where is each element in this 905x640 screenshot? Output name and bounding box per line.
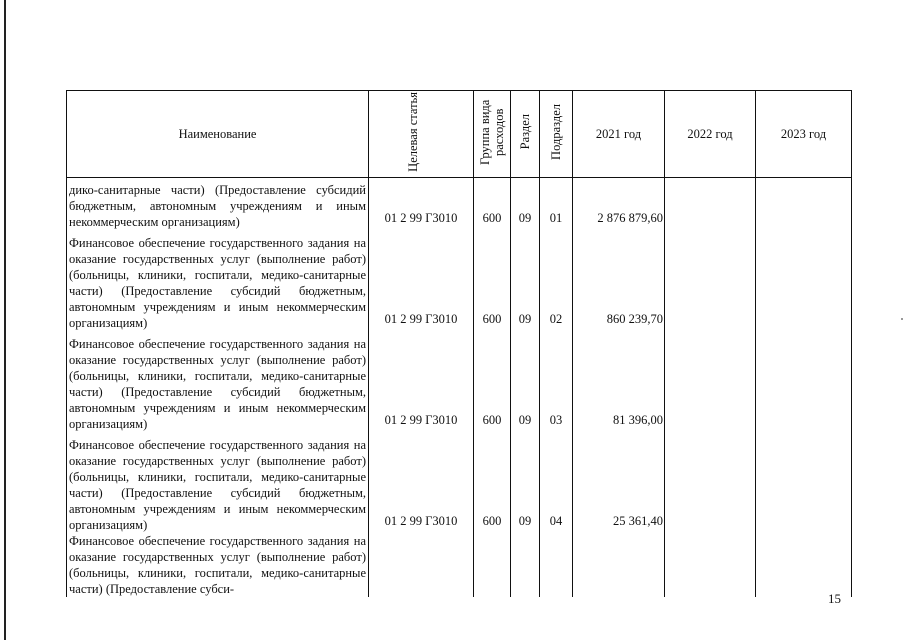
header-section [511,91,540,178]
row-section: 09 [511,331,540,432]
row-name-text: Финансовое обеспечение государственного задания на оказание государственных услуг (выполнение работ) (больницы, клиники, госпитали, медико-санитарные части) (Предоставление субсидий бюджетным, автономным учреждениям и иным некоммерческим организациям) [69,337,366,431]
header-2021: 2021 год [573,91,665,178]
row-amount-2022 [665,178,756,231]
row-group: 600 [474,331,511,432]
budget-table [66,90,852,597]
row-amount-2021: 2 876 879,60 [573,178,665,231]
row-name [67,533,369,597]
header-name: Наименование [67,91,369,178]
page-number: 15 [828,591,841,606]
row-name [67,331,369,432]
row-subsection [540,533,573,597]
row-amount-2022 [665,331,756,432]
row-name [67,230,369,331]
row-amount-2021: 81 396,00 [573,331,665,432]
row-group: 600 [474,178,511,231]
table-row [67,533,852,597]
row-code [369,533,474,597]
row-amount-2023 [756,533,852,597]
table-header-row [67,91,852,178]
row-amount-2023 [756,432,852,533]
row-subsection: 03 [540,331,573,432]
row-group [474,533,511,597]
header-expense-group-label: Группа вида расходов [478,99,506,165]
row-code: 01 2 99 Г3010 [369,432,474,533]
row-amount-2022 [665,230,756,331]
row-subsection: 02 [540,230,573,331]
row-group: 600 [474,230,511,331]
row-subsection: 01 [540,178,573,231]
row-name [67,432,369,533]
header-2023: 2023 год [756,91,852,178]
row-section: 09 [511,178,540,231]
header-subsection [540,91,573,178]
row-name-text: дико-санитарные части) (Предоставление субсидий бюджетным, автономным учреждениям и иным некоммерческим организациям) [69,183,366,229]
row-name-text: Финансовое обеспечение государственного задания на оказание государственных услуг (выполнение работ) (больницы, клиники, госпитали, медико-санитарные части) (Предоставление субсидий бюджетным, автономным учреждениям и иным некоммерческим организациям) [69,438,366,532]
row-amount-2021 [573,533,665,597]
row-group: 600 [474,432,511,533]
row-amount-2023 [756,178,852,231]
row-amount-2021: 860 239,70 [573,230,665,331]
row-name-text: Финансовое обеспечение государственного задания на оказание государственных услуг (выполнение работ) (больницы, клиники, госпитали, медико-санитарные части) (Предоставление субсидий бюджетным, автономным учреждениям и иным некоммерческим организациям) [69,236,366,330]
table-row [67,178,852,231]
row-code: 01 2 99 Г3010 [369,331,474,432]
row-name [67,178,369,231]
header-target-label: Целевая статья [406,92,420,172]
page-edge-line [4,0,6,640]
header-2022: 2022 год [665,91,756,178]
row-subsection: 04 [540,432,573,533]
scan-speck [901,318,903,320]
table-row [67,432,852,533]
row-amount-2023 [756,331,852,432]
table-row [67,230,852,331]
row-section: 09 [511,230,540,331]
row-section [511,533,540,597]
header-target [369,91,474,178]
row-amount-2022 [665,432,756,533]
header-subsection-label: Подраздел [549,104,563,160]
row-amount-2023 [756,230,852,331]
row-amount-2022 [665,533,756,597]
row-code: 01 2 99 Г3010 [369,178,474,231]
row-section: 09 [511,432,540,533]
row-code: 01 2 99 Г3010 [369,230,474,331]
table-row [67,331,852,432]
row-amount-2021: 25 361,40 [573,432,665,533]
header-section-label: Раздел [518,114,532,150]
row-name-text: Финансовое обеспечение государственного задания на оказание государственных услуг (выполнение работ) (больницы, клиники, госпитали, медико-санитарные части) (Предоставление субси- [69,534,366,596]
header-expense-group [474,91,511,178]
